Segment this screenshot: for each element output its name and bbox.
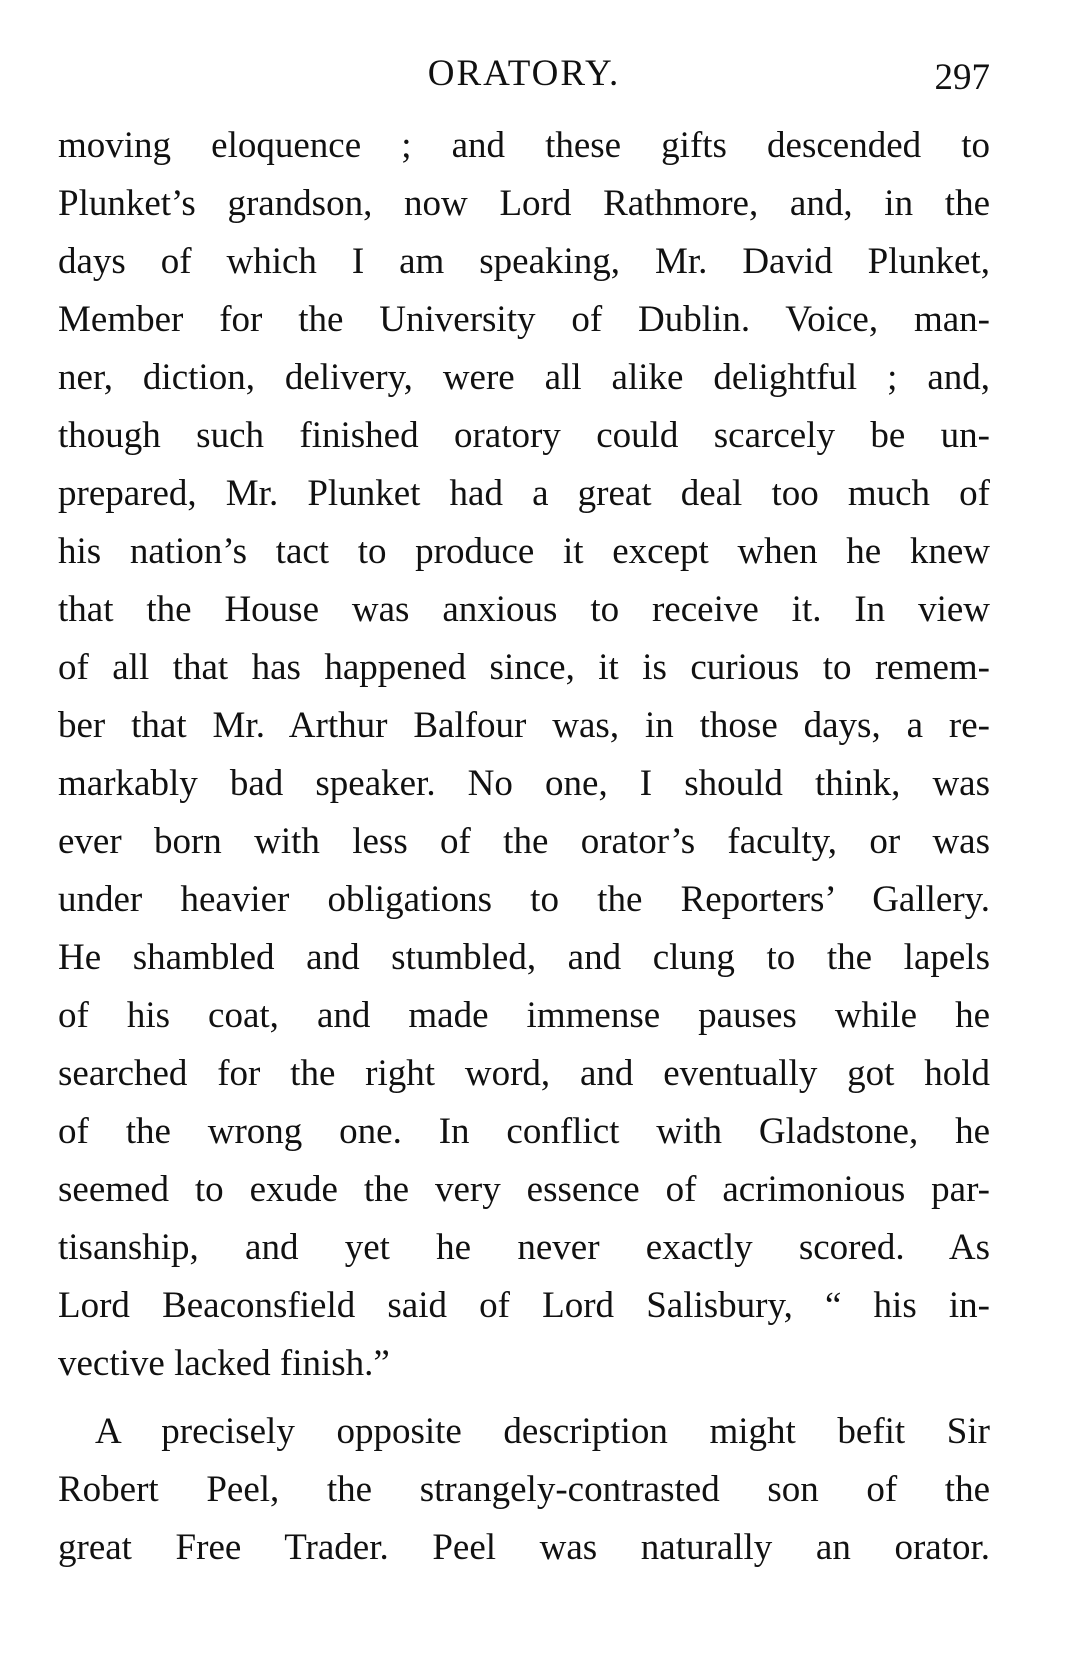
text-line: A precisely opposite description might befit Sir: [95, 1411, 990, 1452]
text-line: vective lacked finish.”: [58, 1343, 390, 1384]
body-text: [58, 117, 990, 1577]
running-title: ORATORY.: [427, 53, 621, 94]
running-head: [58, 46, 990, 106]
text-line: though such finished oratory could scarcely be un-: [58, 415, 990, 456]
text-line: Lord Beaconsfield said of Lord Salisbury, “ his in-: [58, 1285, 990, 1326]
text-line: seemed to exude the very essence of acrimonious par-: [58, 1169, 990, 1210]
text-line: ever born with less of the orator’s faculty, or was: [58, 821, 990, 862]
text-line: markably bad speaker. No one, I should think, was: [58, 763, 990, 804]
text-line: Plunket’s grandson, now Lord Rathmore, and, in the: [58, 183, 990, 224]
paragraph-spacer: [58, 1393, 990, 1403]
page-number: 297: [934, 57, 990, 98]
text-line: Robert Peel, the strangely-contrasted son of the: [58, 1469, 990, 1510]
text-line: Member for the University of Dublin. Voice, man-: [58, 299, 990, 340]
text-line: that the House was anxious to receive it. In view: [58, 589, 990, 630]
text-line: under heavier obligations to the Reporters’ Gallery.: [58, 879, 990, 920]
text-line: He shambled and stumbled, and clung to the lapels: [58, 937, 990, 978]
text-line: his nation’s tact to produce it except when he knew: [58, 531, 990, 572]
text-line: searched for the right word, and eventually got hold: [58, 1053, 990, 1094]
text-line: days of which I am speaking, Mr. David Plunket,: [58, 241, 990, 282]
text-line: ner, diction, delivery, were all alike delightful ; and,: [58, 357, 990, 398]
paragraph-1: [58, 117, 990, 1393]
text-line: moving eloquence ; and these gifts descended to: [58, 125, 990, 166]
text-line: great Free Trader. Peel was naturally an orator.: [58, 1527, 990, 1568]
text-line: of the wrong one. In conflict with Gladstone, he: [58, 1111, 990, 1152]
paragraph-2: [58, 1403, 990, 1577]
text-line: prepared, Mr. Plunket had a great deal too much of: [58, 473, 990, 514]
text-line: ber that Mr. Arthur Balfour was, in those days, a re-: [58, 705, 990, 746]
text-line: of all that has happened since, it is curious to remem-: [58, 647, 990, 688]
text-line: tisanship, and yet he never exactly scored. As: [58, 1227, 990, 1268]
text-line: of his coat, and made immense pauses while he: [58, 995, 990, 1036]
